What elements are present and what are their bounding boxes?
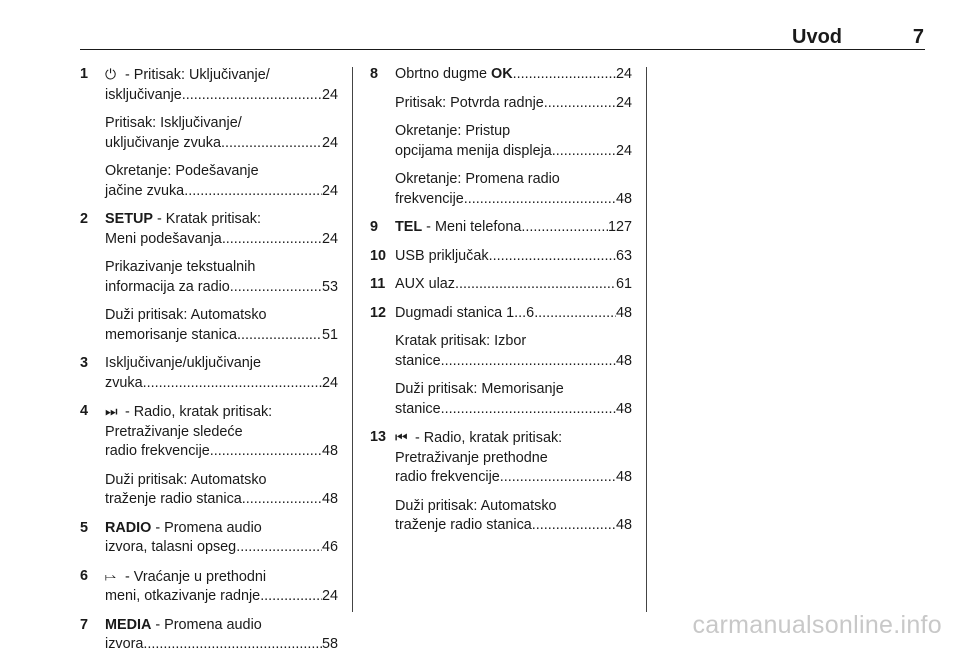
- page-ref: 24: [321, 588, 338, 604]
- entry-number: 6: [80, 567, 89, 584]
- page-ref: 24: [321, 86, 338, 103]
- page-ref: 24: [321, 374, 338, 391]
- index-entry-8: [370, 65, 632, 209]
- page-ref: 24: [615, 94, 632, 111]
- index-entry-2: [80, 210, 338, 345]
- entry-item: Kratak pritisak: Izbor: [395, 333, 527, 349]
- toc-line: Dugmadi stanica 1...6 ..... 48: [395, 304, 632, 324]
- page-ref: 48: [321, 491, 338, 507]
- toc-line: Obrtno dugme OK ..... 24: [395, 65, 632, 85]
- page-ref: 63: [615, 247, 632, 264]
- page-ref: 48: [321, 443, 338, 459]
- entry-item: RADIO - Promena audio: [105, 519, 262, 536]
- page-ref: 53: [321, 278, 338, 295]
- entry-item: ⏮ - Radio, kratak pritisak:: [395, 429, 563, 446]
- media-key-label: MEDIA: [105, 616, 152, 633]
- page-number: 7: [912, 26, 924, 48]
- back-icon: ⥛: [105, 567, 117, 584]
- page-ref: 46: [321, 539, 338, 555]
- entry-number: 8: [370, 66, 379, 82]
- entry-item: Duži pritisak: Automatsko: [105, 471, 267, 488]
- page-header: [80, 24, 924, 50]
- right-column: [370, 65, 632, 545]
- index-entry-12: [370, 304, 632, 420]
- entry-number: 3: [80, 355, 89, 371]
- index-entry-5: [80, 519, 338, 558]
- entry-number: 12: [370, 304, 387, 321]
- page-ref: 51: [321, 326, 338, 343]
- page-ref: 24: [321, 134, 338, 151]
- entry-item: Duži pritisak: Memorisanje: [395, 381, 564, 397]
- skip-forward-icon: ⏭: [105, 403, 118, 419]
- power-icon: ⏻: [105, 66, 117, 82]
- index-entry-13: [370, 428, 632, 536]
- toc-line: jačine zvuka ..... 24: [105, 182, 338, 202]
- page-ref: 48: [615, 469, 632, 485]
- toc-line: radio frekvencije ..... 48: [395, 468, 632, 488]
- toc-line: uključivanje zvuka ..... 24: [105, 134, 338, 154]
- setup-key-label: SETUP: [105, 211, 153, 227]
- toc-line: zvuka ..... 24: [105, 374, 338, 394]
- watermark: carmanualsonline.info: [692, 611, 942, 639]
- index-entry-9: [370, 218, 632, 238]
- entry-item: Duži pritisak: Automatsko: [105, 307, 267, 323]
- page-ref: 61: [615, 276, 632, 292]
- left-column: [80, 65, 338, 664]
- entry-number: 7: [80, 616, 89, 633]
- entry-item: ⥛ - Vraćanje u prethodni: [105, 567, 267, 585]
- column-divider-left: [352, 67, 353, 612]
- entry-number: 11: [370, 276, 386, 292]
- tel-key-label: TEL: [395, 219, 423, 235]
- header-rule: [80, 49, 925, 50]
- entry-number: 10: [370, 247, 387, 264]
- entry-item: Pritisak: Isključivanje/: [105, 115, 242, 131]
- toc-line: radio frekvencije ..... 48: [105, 442, 338, 462]
- entry-number: 5: [80, 519, 89, 536]
- page-ref: 48: [615, 400, 632, 417]
- entry-item: Okretanje: Podešavanje: [105, 163, 259, 179]
- entry-item: ⏭ - Radio, kratak pritisak:: [105, 403, 273, 420]
- toc-line: isključivanje ..... 24: [105, 86, 338, 106]
- entry-item: Pretraživanje sledeće: [105, 423, 243, 440]
- page-ref: 127: [607, 219, 632, 235]
- entry-item: Duži pritisak: Automatsko: [395, 497, 557, 514]
- toc-line: USB priključak ..... 63: [395, 247, 632, 267]
- section-title: Uvod: [792, 26, 842, 48]
- entry-item: Prikazivanje tekstualnih: [105, 259, 256, 275]
- toc-line: Pritisak: Potvrda radnje ..... 24: [395, 94, 632, 114]
- index-entry-3: [80, 354, 338, 393]
- entry-item: Isključivanje/uključivanje: [105, 355, 261, 371]
- page-ref: 24: [615, 142, 632, 159]
- page-ref: 48: [615, 352, 632, 369]
- index-entry-10: [370, 247, 632, 267]
- page-ref: 24: [615, 66, 632, 82]
- toc-line: traženje radio stanica ..... 48: [395, 516, 632, 536]
- toc-line: izvora ..... 58: [105, 635, 338, 655]
- page-ref: 58: [321, 636, 338, 652]
- toc-line: stanice ..... 48: [395, 352, 632, 372]
- toc-line: meni, otkazivanje radnje ..... 24: [105, 587, 338, 607]
- entry-number: 13: [370, 429, 387, 445]
- entry-number: 9: [370, 219, 379, 235]
- page-ref: 48: [615, 517, 632, 533]
- index-entry-11: [370, 275, 632, 295]
- toc-line: memorisanje stanica ..... 51: [105, 326, 338, 346]
- skip-back-icon: ⏮: [395, 429, 408, 445]
- page-ref: 24: [321, 230, 338, 247]
- entry-item: Okretanje: Pristup: [395, 123, 511, 139]
- toc-line: Meni podešavanja ..... 24: [105, 230, 338, 250]
- toc-line: opcijama menija displeja ..... 24: [395, 142, 632, 162]
- toc-line: izvora, talasni opseg ..... 46: [105, 538, 338, 558]
- index-entry-6: [80, 567, 338, 607]
- index-entry-7: [80, 616, 338, 655]
- entry-number: 4: [80, 403, 89, 419]
- entry-item: Pretraživanje prethodne: [395, 449, 548, 466]
- page-ref: 48: [615, 304, 632, 321]
- entry-number: 2: [80, 211, 89, 227]
- toc-line: traženje radio stanica ..... 48: [105, 490, 338, 510]
- toc-line: AUX ulaz ..... 61: [395, 275, 632, 295]
- toc-line: frekvencije ..... 48: [395, 190, 632, 210]
- entry-number: 1: [80, 66, 89, 82]
- entry-item: ⏻ - Pritisak: Uključivanje/: [105, 66, 270, 83]
- index-entry-1: [80, 65, 338, 201]
- entry-item: Okretanje: Promena radio: [395, 171, 560, 187]
- toc-line: TEL - Meni telefona ..... 127: [395, 218, 632, 238]
- entry-item: MEDIA - Promena audio: [105, 616, 262, 633]
- toc-line: informacija za radio ..... 53: [105, 278, 338, 298]
- column-divider-right: [646, 67, 647, 612]
- page-ref: 24: [321, 182, 338, 199]
- toc-line: stanice ..... 48: [395, 400, 632, 420]
- index-entry-4: [80, 402, 338, 510]
- radio-key-label: RADIO: [105, 519, 152, 536]
- page-ref: 48: [615, 190, 632, 207]
- entry-item: SETUP - Kratak pritisak:: [105, 211, 261, 227]
- ok-key-label: OK: [491, 66, 513, 82]
